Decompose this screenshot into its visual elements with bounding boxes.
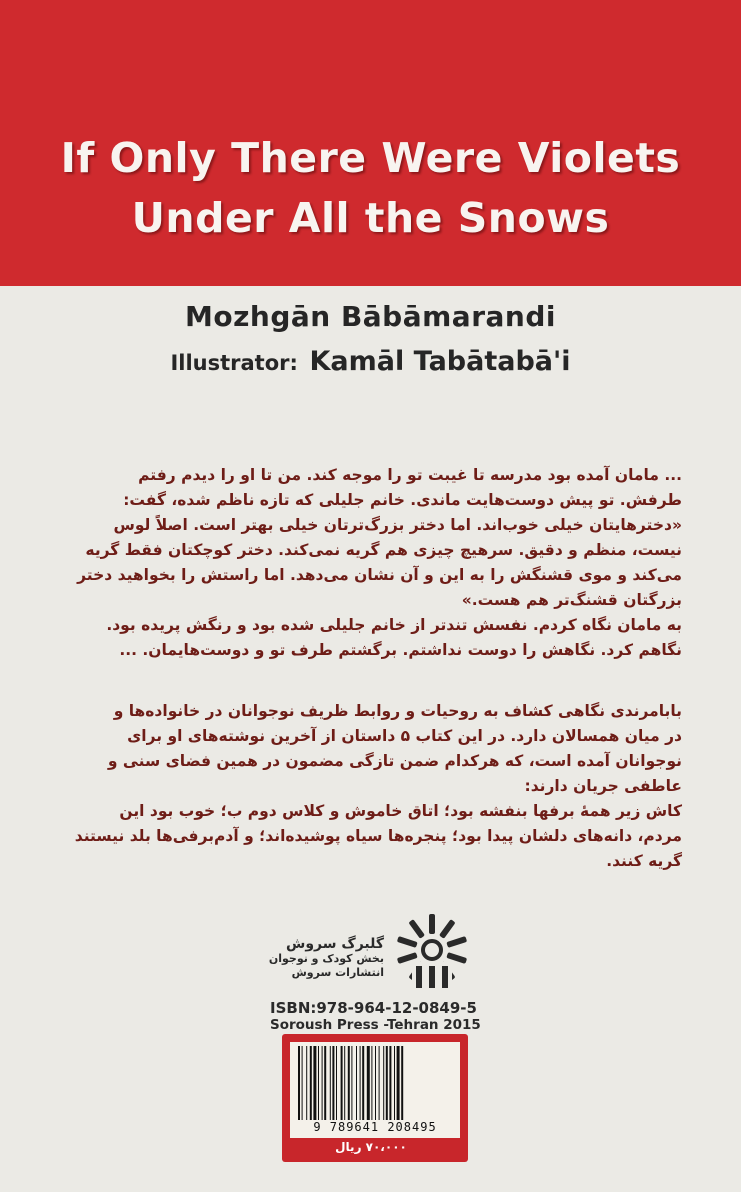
publisher-logo xyxy=(262,910,472,990)
price-label: ۷۰،۰۰۰ ریال xyxy=(335,1140,407,1154)
publisher-name: گلبرگ سروش xyxy=(286,936,384,952)
excerpt-paragraph xyxy=(62,463,682,663)
description-line: عاطفی جریان دارند: xyxy=(524,777,682,795)
excerpt-line: نیست، منظم و دقیق. سرهیچ چیزی هم گریه نمی‌کند. دختر کوچکتان فقط گریه xyxy=(85,541,682,559)
title-line-1: If Only There Were Violets xyxy=(60,134,681,182)
title-line-2: Under All the Snows xyxy=(131,194,610,242)
illustrator-credit xyxy=(0,346,741,377)
author-name: Mozhgān Bābāmarandi xyxy=(185,300,556,333)
excerpt-line: بزرگتان قشنگ‌تر هم هست.» xyxy=(461,591,682,609)
description-line: نوجوانان آمده است، که هرکدام ضمن تازگی مضمون در همین فضای سنی و xyxy=(107,752,682,770)
press-imprint: Soroush Press -Tehran 2015 xyxy=(270,1017,481,1033)
illustrator-label: Illustrator: xyxy=(170,351,298,375)
excerpt-line: ... مامان آمده بود مدرسه تا غیبت تو را موجه کند. من تا او را دیدم رفتم xyxy=(138,466,682,484)
barcode-label xyxy=(282,1034,468,1162)
barcode-number: 9 789641 208495 xyxy=(313,1120,437,1134)
description-line: مردم، دانه‌های دلشان پیدا بود؛ پنجره‌ها سیاه پوشیده‌اند؛ و آدم‌برفی‌ها بلد نیستند xyxy=(74,827,682,845)
description-line: گریه کنند. xyxy=(606,852,682,870)
description-line: بابامرندی نگاهی کشاف به روحیات و روابط ظریف نوجوانان در خانواده‌ها و xyxy=(113,702,682,720)
excerpt-line: می‌کند و موی قشنگش را به این و آن نشان می‌دهد. اما راستش را بخواهید دختر xyxy=(77,566,682,584)
publisher-parent: انتشارات سروش xyxy=(291,966,384,979)
description-line: در میان همسالان دارد. در این کتاب ۵ داستان از آخرین نوشته‌های او برای xyxy=(127,727,682,745)
description-paragraph xyxy=(62,699,682,874)
barcode-area xyxy=(290,1042,460,1138)
barcode-icon xyxy=(296,1046,454,1120)
publisher-name-block xyxy=(264,936,384,980)
excerpt-line: «دخترهایتان خیلی خوب‌اند. اما دختر بزرگ‌ترتان خیلی بهتر است. اصلاً لوس xyxy=(113,516,682,534)
excerpt-line: طرفش. تو پیش دوست‌هایت ماندی. خانم جلیلی که تازه ناظم شده، گفت: xyxy=(123,491,682,509)
excerpt-line: به مامان نگاه کردم. نفسش تندتر از خانم جلیلی شده بود و رنگش پریده بود. xyxy=(106,616,682,634)
publisher-division: بخش کودک و نوجوان xyxy=(268,952,384,965)
isbn-number: ISBN:978-964-12-0849-5 xyxy=(270,999,477,1017)
excerpt-line: نگاهم کرد. نگاهش را دوست نداشتم. برگشتم طرف تو و دوست‌هایمان. ... xyxy=(119,641,682,659)
book-title xyxy=(0,128,741,248)
flower-logo-icon xyxy=(392,910,472,990)
description-line: کاش زیر همهٔ برفها بنفشه بود؛ اتاق خاموش و کلاس دوم ب؛ خوب بود این xyxy=(119,802,682,820)
illustrator-name: Kamāl Tabātabā'i xyxy=(309,346,571,377)
